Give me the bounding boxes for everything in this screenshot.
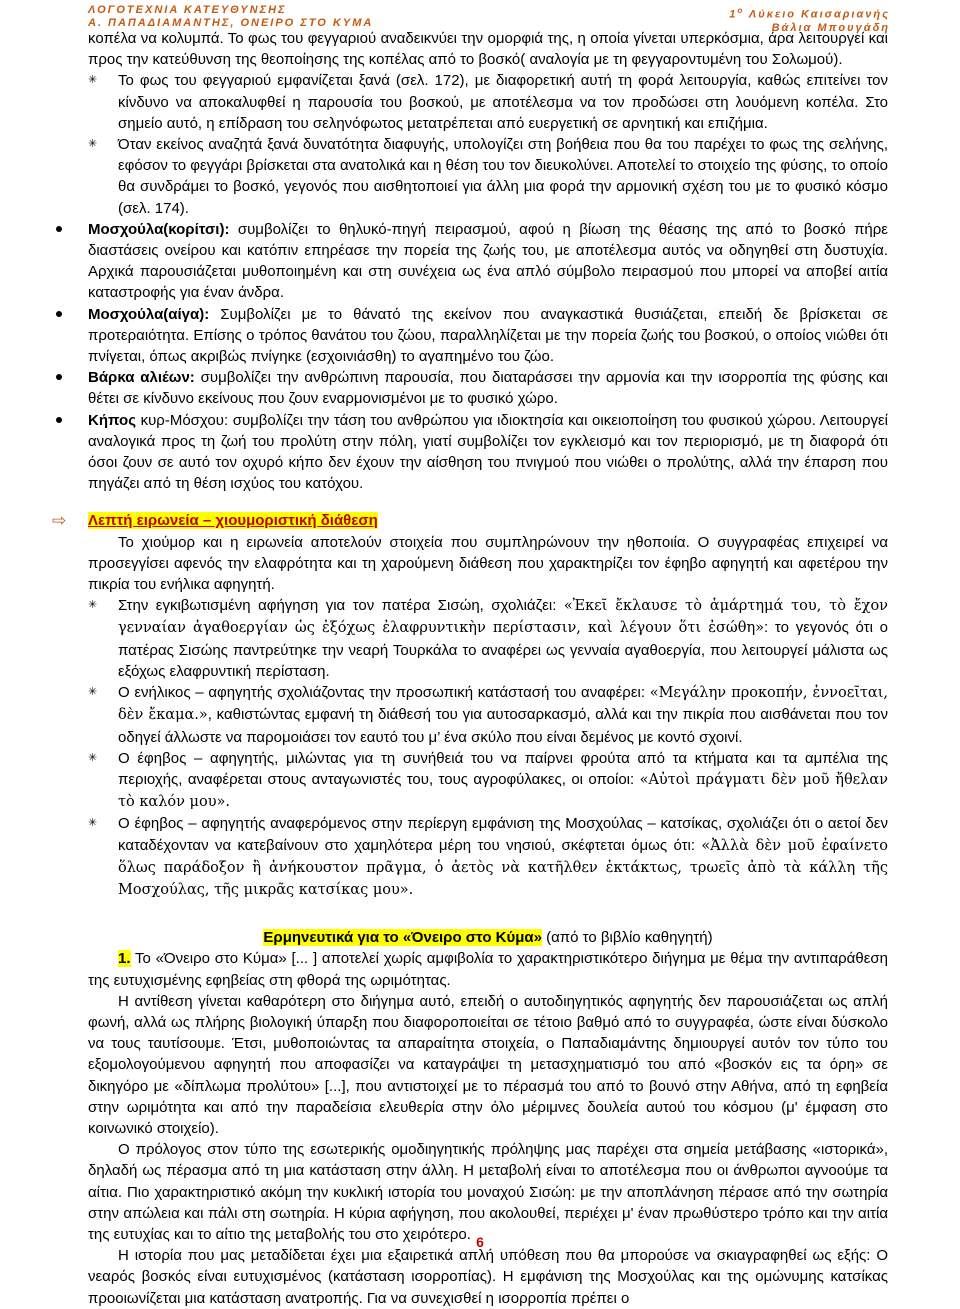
bullet-moschoula-goat: Μοσχούλα(αίγα): Συμβολίζει με το θάνατό της εκείνον που αναγκαστικά θυσιάζεται, επειδή δε βρίσκεται σε προτεραιότητα. Επίσης ο τρόπος θανάτου του ζώου, παραλληλίζεται με την πορεία ζωής του βοσκού, ο οποίος νιώθει ότι πνίγεται, όπως ακριβώς πνίγηκε (εσχοινιάσθη) το αγαπημένο του ζώο.	[88, 304, 888, 368]
header-left	[88, 4, 373, 30]
intro-paragraph: κοπέλα να κολυμπά. Το φως του φεγγαριού αναδεικνύει την ομορφιά της, η οποία γίνεται υπερκόσμια, άρα λειτουργεί και προς την κατεύθυνση της θεοποίησης της κοπέλας από το βοσκό( αναλογία με τη φεγγαροντυμένη του Σολωμού).	[88, 30, 888, 69]
irony-item-self-sarcasm: ✳ Ο ενήλικος – αφηγητής σχολιάζοντας την προσωπική κατάστασή του αναφέρει: «Μεγάλην προκοπήν, ἐννοεῖται, δὲν ἔκαμα.», καθιστώντας εμφανή τη διάθεσή του για αυτοσαρκασμό, αλλά και την πικρία που αισθάνεται που τον οδηγεί άλλωστε να παρομοιάσει τον εαυτό του μ’ ένα σκύλο που είναι δεμένος με κοντό σχοινί.	[88, 682, 888, 748]
irony-intro: Το χιούμορ και η ειρωνεία αποτελούν στοιχεία που συμπληρώνουν την ηθοποιία. Ο συγγραφέας επιχειρεί να προσεγγίσει αφενός την ελαφρότητα και τη χαρούμενη διάθεση που χαρακτηρίζει τον έφηβο αφηγητή και αφετέρου την πικρία του ενήλικα αφηγητή.	[88, 533, 888, 594]
irony-item-guards: ✳ Ο έφηβος – αφηγητής, μιλώντας για τη συνήθειά του να παίρνει φρούτα από τα κτήματα και τα αμπέλια της περιοχής, αναφέρεται στους ανταγωνιστές του, τους αγροφύλακες, οι οποίοι: «Αὐτοὶ πράγματι δὲν μοῦ ἤθελαν τὸ καλόν μου».	[88, 748, 888, 814]
bullet-garden: Κήπος κυρ-Μόσχου: συμβολίζει την τάση του ανθρώπου για ιδιοκτησία και οικειοποίηση του φυσικού χώρου. Λειτουργεί αναλογικά προς τη ζωή του προλύτη στην πόλη, γιατί συμβολίζει τον εγκλεισμό και τον περιορισμό, με τη διαφορά ότι όσοι ζουν σε αυτό τον οχυρό κήπο δεν έχουν την αίσθηση του πνιγμού που νιώθει ο προλύτης, αλλά την έπαρση που πηγάζει από τη θέση ισχύος του κατόχου.	[88, 410, 888, 495]
irony-item-eagle: ✳ Ο έφηβος – αφηγητής αναφερόμενος στην περίεργη εμφάνιση της Μοσχούλας – κατσίκας, σχολιάζει ότι ο αετοί δεν καταδέχονταν να κατεβαίνουν στο χαμηλότερα μέρη του νησιού, σκέφτεται όμως ότι: «Ἀλλὰ δὲν μοῦ ἐφαίνετο ὅλως παράδοξον ἢ ἀνήκουστον πρᾶγμα, ὁ ἀετὸς νὰ κατῆλθεν ἐκτάκτως, τρωεῖς ἀπὸ τὰ κάλλη τῆς Μοσχούλας, τῆς μικρᾶς κατσίκας μου».	[88, 813, 888, 901]
interpretive-p4: Η ιστορία που μας μεταδίδεται έχει μια εξαιρετικά απλή υπόθεση που θα μπορούσε να σκιαγραφηθεί ως εξής: Ο νεαρός βοσκός είναι ευτυχισμένος (κατάσταση ισορροπίας). Η εμφάνιση της Μοσχούλας και της ομώνυμης κατσίκας προοιωνίζεται μια κατάσταση ανατροπής. Για να συνεχισθεί η ισορροπία πρέπει ο	[88, 1247, 888, 1307]
bullet-fishing-boat: Βάρκα αλιέων: συμβολίζει την ανθρώπινη παρουσία, που διαταράσσει την αρμονία και την ισορροπία της φύσης και θέτει σε κίνδυνο εκείνους που ζουν εναρμονισμένοι με το φυσικό χώρο.	[88, 367, 888, 409]
bullet-moschoula-girl: Μοσχούλα(κορίτσι): συμβολίζει το θηλυκό-πηγή πειρασμού, αφού η βίωση της θέασης της από το βοσκό πήρε διαστάσεις ονείρου και κατόπιν επηρέασε την πορεία της ζωής του, με αποτέλεσμα αυτός να οδηγηθεί στη δυστυχία. Αρχικά παρουσιάζεται μυθοποιημένη και στη συνέχεια ως ένα απλό σύμβολο πειρασμού που μπορεί να αποβεί αιτία καταστροφής για έναν άνδρα.	[88, 219, 888, 304]
interpretive-p1: 1. Το «Όνειρο στο Κύμα» [... ] αποτελεί χωρίς αμφιβολία το χαρακτηριστικότερο διήγημα με θέμα την αντιπαράθεση της ευτυχισμένης εφηβείας στη φθορά της ωριμότητας.	[88, 950, 888, 989]
header-school: $1^o$ Λύκειο Καισαριανής	[729, 6, 890, 21]
arrow-icon: ⇨	[52, 511, 67, 531]
header-course: ΛΟΓΟΤΕΧΝΙΑ ΚΑΤΕΥΘΥΝΣΗΣ	[88, 4, 287, 16]
interpretive-p3: Ο πρόλογος στον τύπο της εσωτερικής ομοδιηγητικής πρόληψης μας παρέχει στα σημεία μετάβασης «ιστορικά», δηλαδή ως πέρασμα από τη μια κατάσταση στην άλλη. Η μεταβολή είναι το αποτέλεσμα που οι άνθρωποι αγνοούμε τα αίτια. Πιο χαρακτηριστικό ακόμη την κυκλική ιστορία του μοναχού Σισώη: με την αποπλάνηση πέρασε από την σωτηρία στην απώλεια και πάλι στη σωτηρία. Η κύρια αφήγηση, που ακολουθεί, περιέχει μ' έναν πρωθύστερο τρόπο και την αιτία της ευτυχίας και το αίτιο της μεταβολής του στο χειρότερο.	[88, 1141, 888, 1243]
page-content	[52, 28, 889, 1309]
irony-item-sisois: ✳ Στην εγκιβωτισμένη αφήγηση για τον πατέρα Σισώη, σχολιάζει: «Ἐκεῖ ἔκλαυσε τὸ ἁμάρτημά του, τὸ ἔχον γενναίαν ἀγαθοεργίαν ὡς ἐξόχως ἐλαφρυντικὴν περίστασιν, καὶ λέγουν ὅτι ἐσώθη»: το γεγονός ότι ο πατέρας Σισώης παντρεύτηκε την νεαρή Τουρκάλα το αναφέρει ως γενναία αγαθοεργία, που λειτουργεί μάλιστα ως εξόχως ελαφρυντική περίσταση.	[88, 595, 888, 682]
irony-title: Λεπτή ειρωνεία – χιουμοριστική διάθεση	[88, 512, 378, 530]
interpretive-section	[88, 927, 888, 1309]
star-item-moonlight-1: ✳ Το φως του φεγγαριού εμφανίζεται ξανά (σελ. 172), με διαφορετική αυτή τη φορά λειτουργία, καθώς επιτείνει τον κίνδυνο να αποκαλυφθεί η παρουσία του βοσκού, με αποτέλεσμα να τον προδώσει στη λουόμενη κοπέλα. Στο σημείο αυτό, η επίδραση του σεληνόφωτος μετατρέπεται από ευεργετική σε αρνητική και επιζήμια.	[88, 70, 888, 134]
star-item-moonlight-2: ✳ Όταν εκείνος αναζητά ξανά δυνατότητα διαφυγής, υπολογίζει στη βοήθεια που θα του παρέχει το φως της σελήνης, εφόσον το φεγγάρι βρίσκεται στα ανατολικά και η θέση του τον διευκολύνει. Αποτελεί το στοιχείο της φύσης, το οποίο θα συνδράμει το βοσκό, γεγονός που αισθητοποιεί για άλλη μια φορά την αρμονική σχέση του με το φυσικό κόσμο (σελ. 174).	[88, 134, 888, 219]
header-author: Α. ΠΑΠΑΔΙΑΜΑΝΤΗΣ, ΟΝΕΙΡΟ ΣΤΟ ΚΥΜΑ	[88, 17, 374, 29]
page-number: 6	[476, 1234, 484, 1250]
interpretive-title: Ερμηνευτικά για το «Όνειρο στο Κύμα» (από το βιβλίο καθηγητή)	[263, 929, 713, 947]
irony-section	[52, 510, 889, 901]
interpretive-p2: Η αντίθεση γίνεται καθαρότερη στο διήγημα αυτό, επειδή ο αυτοδιηγητικός αφηγητής δεν παρουσιάζεται ως απλή φωνή, αλλά ως πλήρης βιολογική ύπαρξη που διαφοροποιείται σε τέτοιο βαθμό από το συγγραφέα, ώστε είναι δύσκολο να τους ταυτίσουμε. Έτσι, μυθοποιώντας τα απαραίτητα στοιχεία, ο Παπαδιαμάντης δημιουργεί αυτόν τον τύπο του εξομολογούμενου αφηγητή που αποφασίζει να καταγράψει τη μετασχηματισμό του από «βοσκόν εις τα όρη» σε δικηγόρο με «δίπλωμα προλύτου» [...], που αντιστοιχεί με το πέρασμά του από το βουνό στην Αθήνα, από τη εφηβεία στην ωριμότητα και από την παραδείσια ελευθερία στην όλο μέριμνες δουλεία αυτού του κόσμου (μ' έμφαση στο κοινωνικό στοιχείο).	[88, 992, 888, 1137]
header-teacher: Βάλια Μπουγάδη	[771, 21, 890, 34]
